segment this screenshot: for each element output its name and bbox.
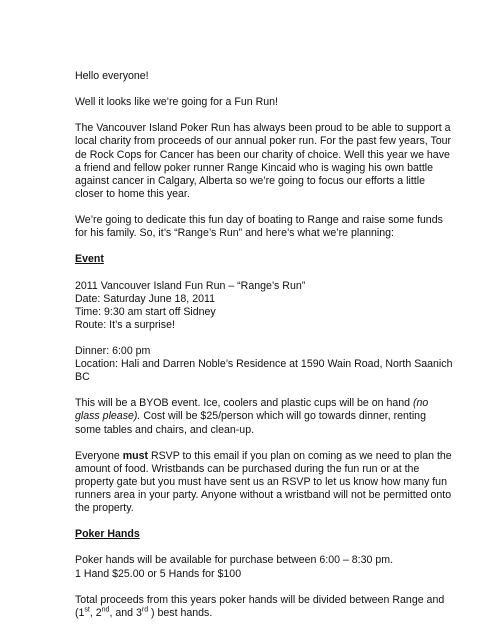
byob-text: Cost will be $25/person which will go towards dinner, renting xyxy=(140,410,426,423)
dinner-time: Dinner: 6:00 pm xyxy=(75,344,151,357)
charity-line: closer to home this year. xyxy=(75,187,190,200)
charity-line: The Vancouver Island Poker Run has always been proud to be able to support a xyxy=(75,122,451,135)
proceeds-text: ) best hands. xyxy=(148,606,213,619)
rsvp-line: property gate but you must have sent us an RSVP to let us know how many fun xyxy=(75,475,447,488)
byob-italic: glass please). xyxy=(75,410,141,423)
rsvp-line: runners area in your party. Anyone without a wristband will not be permitted onto xyxy=(75,489,452,501)
event-date: Date: Saturday June 18, 2011 xyxy=(75,292,215,305)
rsvp-line: amount of food. Wristbands can be purchased during the fun run or at the xyxy=(75,462,420,475)
greeting: Hello everyone! xyxy=(75,70,149,82)
letter-body xyxy=(75,70,453,633)
ordinal-suffix: st xyxy=(84,606,90,614)
dinner-location: Location: Hali and Darren Noble’s Residence at 1590 Wain Road, North Saanich xyxy=(75,358,453,371)
event-details xyxy=(75,280,435,332)
charity-line: against cancer in Calgary, Alberta so we’re going to focus our efforts a little xyxy=(75,174,425,187)
dinner-details xyxy=(75,344,453,384)
dedicate-paragraph xyxy=(75,214,443,240)
proceeds-text: , and 3 xyxy=(109,606,142,619)
poker-pricing: 1 Hand $25.00 or 5 Hands for $100 xyxy=(75,567,242,580)
proceeds-paragraph xyxy=(75,593,445,620)
dedicate-line: We’re going to dedicate this fun day of boating to Range and raise some funds xyxy=(75,214,443,227)
rsvp-line-1 xyxy=(75,450,452,462)
poker-availability: Poker hands will be available for purchase between 6:00 – 8:30 pm. xyxy=(75,554,394,567)
byob-text: This will be a BYOB event. Ice, coolers and plastic cups will be on hand xyxy=(75,397,413,410)
rsvp-emphasis: must xyxy=(122,449,149,462)
intro-line: Well it looks like we’re going for a Fun Run! xyxy=(75,96,278,109)
event-heading: Event xyxy=(75,253,104,266)
rsvp-line: the property. xyxy=(75,502,134,515)
event-time: Time: 9:30 am start off Sidney xyxy=(75,305,216,318)
proceeds-line-1: Total proceeds from this years poker hands will be divided between Range and xyxy=(75,593,445,606)
byob-paragraph xyxy=(75,397,435,436)
rsvp-text: RSVP to this email if you plan on coming as we need to plan the xyxy=(148,449,452,462)
charity-line: a friend and fellow poker runner Range Kincaid who is waging his own battle xyxy=(75,161,434,174)
event-title: 2011 Vancouver Island Fun Run – “Range’s Run” xyxy=(75,279,306,292)
proceeds-text: (1 xyxy=(75,606,85,619)
poker-details xyxy=(75,554,435,580)
byob-italic: (no xyxy=(413,397,429,410)
ordinal-suffix: nd xyxy=(101,606,110,614)
event-route: Route: It’s a surprise! xyxy=(75,318,175,331)
rsvp-text: Everyone xyxy=(75,449,123,462)
charity-paragraph xyxy=(75,122,452,201)
dedicate-line: for his family. So, it’s “Range’s Run” and here’s what we’re planning: xyxy=(75,227,394,240)
byob-line-1 xyxy=(75,397,428,409)
charity-line: local charity from proceeds of our annual poker run. For the past few years, Tour xyxy=(75,135,452,148)
charity-line: de Rock Cops for Cancer has been our charity of choice. Well this year we have xyxy=(75,148,450,161)
rsvp-paragraph xyxy=(75,449,452,515)
dinner-location-cont: BC xyxy=(75,371,90,384)
proceeds-line-2 xyxy=(75,607,212,619)
proceeds-text: , 2 xyxy=(89,606,102,619)
poker-heading: Poker Hands xyxy=(75,528,140,541)
byob-line-2 xyxy=(75,410,426,422)
ordinal-suffix: rd xyxy=(141,606,149,614)
byob-line-3: some tables and chairs, and clean-up. xyxy=(75,423,255,436)
